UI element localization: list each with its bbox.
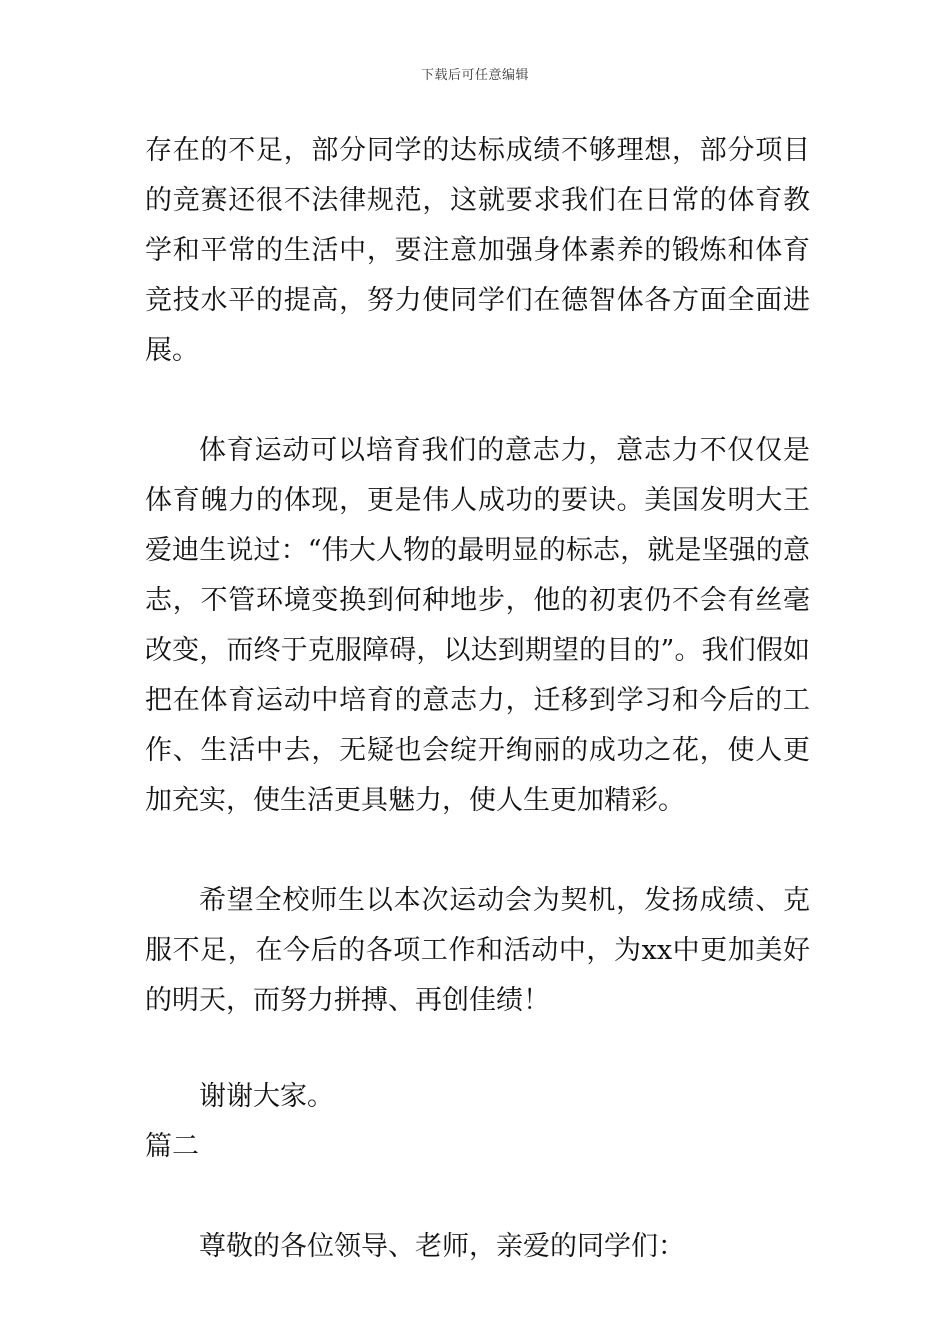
paragraph-gap bbox=[145, 1172, 810, 1222]
paragraph-gap bbox=[145, 376, 810, 426]
paragraph-willpower: 体育运动可以培育我们的意志力，意志力不仅仅是体育魄力的体现，更是伟人成功的要诀。美国发明大王爱迪生说过：“伟大人物的最明显的标志，就是坚强的意志，不管环境变换到何种地步，他的初衷仍不会有丝毫改变，而终于克服障碍，以达到期望的目的”。我们假如把在体育运动中培育的意志力，迁移到学习和今后的工作、生活中去，无疑也会绽开绚丽的成功之花，使人更加充实，使生活更具魅力，使人生更加精彩。 bbox=[145, 435, 810, 816]
section-heading: 篇二 bbox=[145, 1131, 199, 1162]
document-body bbox=[145, 126, 810, 1272]
page-header-note: 下载后可任意编辑 bbox=[420, 68, 529, 83]
paragraph-thanks: 谢谢大家。 bbox=[199, 1081, 334, 1112]
paragraph-salutation: 尊敬的各位领导、老师，亲爱的同学们： bbox=[199, 1231, 685, 1262]
paragraph-gap bbox=[145, 826, 810, 876]
paragraph-continuation: 存在的不足，部分同学的达标成绩不够理想，部分项目的竞赛还很不法律规范，这就要求我们在日常的体育教学和平常的生活中，要注意加强身体素养的锻炼和体育竞技水平的提高，努力使同学们在德智体各方面全面进展。 bbox=[145, 135, 810, 366]
paragraph-hope: 希望全校师生以本次运动会为契机，发扬成绩、克服不足，在今后的各项工作和活动中，为xx中更加美好的明天，而努力拼搏、再创佳绩！ bbox=[145, 885, 810, 1016]
paragraph-gap bbox=[145, 1026, 810, 1072]
